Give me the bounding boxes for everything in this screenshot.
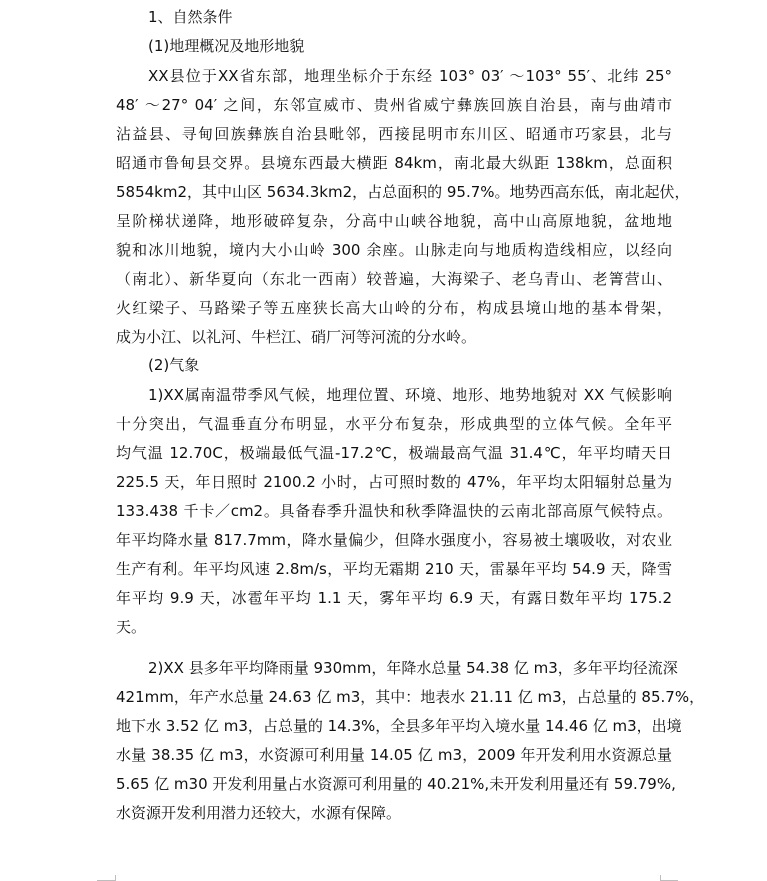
paragraph-line: 48′ ～27° 04′ 之间，东邻宣威市、贵州省威宁彝族回族自治县，南与曲靖市	[116, 96, 672, 114]
paragraph-line: 421mm，年产水总量 24.63 亿 m3，其中：地表水 21.11 亿 m3，占总量的 85.7%，	[116, 688, 705, 706]
paragraph-line: 5854km2，其中山区 5634.3km2，占总面积的 95.7%。地势西高东低，南北起伏，	[116, 183, 690, 201]
paragraph-geography	[116, 62, 690, 352]
paragraph-line: 1)XX属南温带季风气候，地理位置、环境、地形、地势地貌对 XX 气候影响	[148, 386, 672, 404]
paragraph-line: 均气温 12.70C，极端最低气温-17.2℃，极端最高气温 31.4℃，年平均晴天日	[116, 444, 672, 462]
paragraph-line: 水资源开发利用潜力还较大，水源有保障。	[116, 804, 402, 822]
paragraph-line: 133.438 千卡／cm2。具备春季升温快和秋季降温快的云南北部高原气候特点。	[116, 502, 672, 520]
paragraph-line: 年平均降水量 817.7mm，降水量偏少，但降水强度小，容易被土壤吸收，对农业	[116, 531, 672, 549]
page-margin-corner-tick	[115, 875, 116, 881]
paragraph-line: 生产有利。年平均风速 2.8m/s，平均无霜期 210 天，雷暴年平均 54.9 天，降雪	[116, 560, 672, 578]
document-body	[116, 4, 705, 828]
subsection-title-geography: (1)地理概况及地形地貌	[148, 37, 305, 55]
paragraph-line: XX县位于XX省东部，地理坐标介于东经 103° 03′ ～103° 55′、北纬 25°	[148, 67, 672, 85]
paragraph-line: 貌和冰川地貌，境内大小山岭 300 余座。山脉走向与地质构造线相应，以经向	[116, 241, 672, 259]
paragraph-line: 225.5 天，年日照时 2100.2 小时，占可照时数的 47%，年平均太阳辐射总量为	[116, 473, 672, 491]
paragraph-climate-1	[116, 381, 672, 642]
paragraph-line: 火红梁子、马路梁子等五座狭长高大山岭的分布，构成县境山地的基本骨架，	[116, 299, 672, 317]
paragraph-line: 沾益县、寻甸回族彝族自治县毗邻，西接昆明市东川区、昭通市巧家县，北与	[116, 125, 672, 143]
page-margin-corner-tick	[660, 875, 661, 881]
paragraph-line: 2)XX 县多年平均降雨量 930mm，年降水总量 54.38 亿 m3，多年平均径流深	[148, 659, 678, 677]
paragraph-line: 年平均 9.9 天，冰雹年平均 1.1 天，雾年平均 6.9 天，有露日数年平均 175.2	[116, 589, 672, 607]
paragraph-line: 呈阶梯状递降，地形破碎复杂，分高中山峡谷地貌，高中山高原地貌，盆地地	[116, 212, 672, 230]
paragraph-spacer	[116, 642, 672, 654]
section-title: 1、自然条件	[148, 8, 233, 26]
paragraph-line: 水量 38.35 亿 m3，水资源可利用量 14.05 亿 m3，2009 年开发利用水资源总量	[116, 746, 672, 764]
paragraph-line: 5.65 亿 m30 开发利用量占水资源可利用量的 40.21%,未开发利用量还有 59.79%,	[116, 775, 676, 793]
subsection-title-climate: (2)气象	[148, 356, 200, 374]
paragraph-climate-2	[116, 654, 705, 828]
paragraph-line: 昭通市鲁甸县交界。县境东西最大横距 84km，南北最大纵距 138km，总面积	[116, 154, 672, 172]
paragraph-line: 地下水 3.52 亿 m3，占总量的 14.3%，全县多年平均入境水量 14.46 亿 m3，出境	[116, 717, 682, 735]
paragraph-line: 成为小江、以礼河、牛栏江、硝厂河等河流的分水岭。	[116, 328, 477, 346]
paragraph-line: 天。	[116, 618, 147, 636]
paragraph-line: 十分突出，气温垂直分布明显，水平分布复杂，形成典型的立体气候。全年平	[116, 415, 672, 433]
paragraph-line: （南北）、新华夏向（东北一西南）较普遍，大海梁子、老乌青山、老箐营山、	[116, 270, 672, 288]
